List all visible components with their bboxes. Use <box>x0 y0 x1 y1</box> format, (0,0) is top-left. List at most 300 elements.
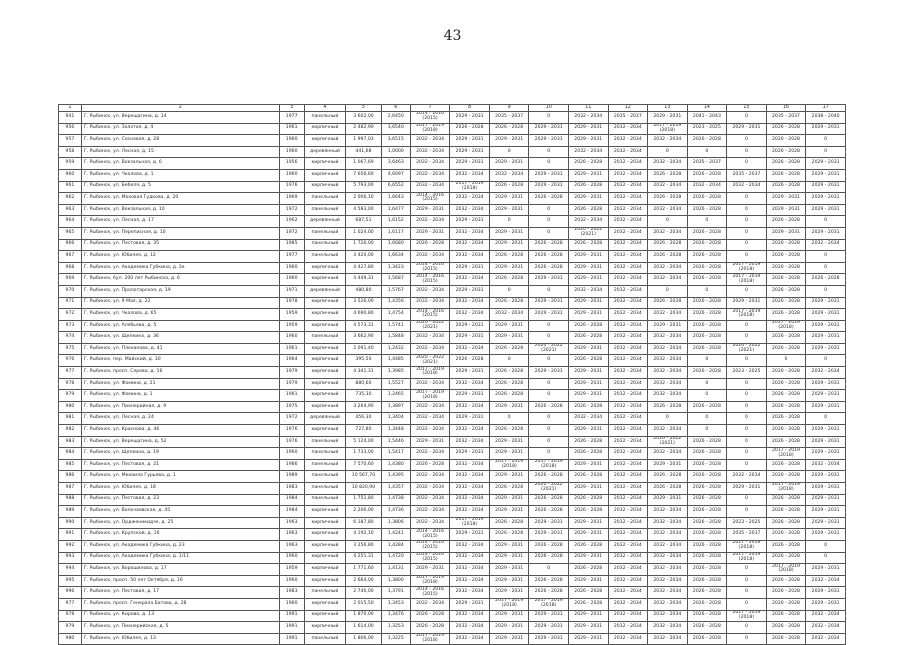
table-cell: 2032 - 2034 <box>568 413 608 425</box>
table-cell: 2026 - 2028 <box>529 494 569 506</box>
table-cell: 0 <box>727 355 767 367</box>
address-cell: Г. Рыбинск, ул. Пестовая, д. 17 <box>81 587 279 599</box>
table-cell: 0 <box>648 285 688 297</box>
table-cell: 2 015,50 <box>346 598 381 610</box>
table-cell: 2029 - 2031 <box>806 564 846 576</box>
table-cell: 0 <box>529 285 569 297</box>
table-cell: деревянный <box>304 413 346 425</box>
table-cell: 2026 - 2028 <box>568 204 608 216</box>
table-cell: 2026 - 2028 <box>489 367 529 379</box>
table-cell: 0 <box>727 332 767 344</box>
table-cell: 2032 - 2034 <box>806 610 846 622</box>
table-cell: 0 <box>489 216 529 228</box>
table-cell: 1 733,00 <box>346 448 381 460</box>
table-cell: 2026 - 2028 <box>766 598 806 610</box>
table-cell: 2026 - 2028 <box>687 262 727 274</box>
table-cell: 2 664,00 <box>346 575 381 587</box>
table-cell: 2032 - 2034 <box>450 610 490 622</box>
table-cell: 2029 - 2031 <box>529 529 569 541</box>
table-cell: панельный <box>304 239 346 251</box>
table-cell: 2029 - 2031 <box>806 297 846 309</box>
table-cell: 2029 - 2031 <box>529 622 569 634</box>
table-cell: 2032 - 2034 <box>410 425 450 437</box>
table-row <box>59 471 846 483</box>
table-cell: 1 997,03 <box>346 135 381 147</box>
table-cell: 2026 - 2028 <box>529 540 569 552</box>
table-cell: 2032 - 2034 <box>648 598 688 610</box>
table-cell: 3 264,90 <box>346 401 381 413</box>
table-cell: 2026 - 2028 <box>766 494 806 506</box>
table-cell: панельный <box>304 227 346 239</box>
table-cell: 2026 - 2028 <box>687 309 727 321</box>
table-cell: 0 <box>727 436 767 448</box>
table-cell: 0 <box>806 262 846 274</box>
table-cell: 2032 - 2034 <box>489 169 529 181</box>
table-cell: 2032 - 2034 <box>648 355 688 367</box>
table-cell: 2029 - 2031 <box>450 598 490 610</box>
table-row <box>59 483 846 495</box>
table-cell: 2026 - 2028 <box>489 181 529 193</box>
address-cell: Г. Рыбинск, бул. 200 лет Рыбинска, д. 6 <box>81 274 279 286</box>
table-cell: 2026 - 2028 <box>489 274 529 286</box>
table-cell: 2032 - 2034 <box>608 436 648 448</box>
table-cell: 2026 - 2028 <box>766 262 806 274</box>
table-cell: 0 <box>529 204 569 216</box>
table-cell: 2032 - 2034 <box>648 622 688 634</box>
table-cell: 2032 - 2034 <box>450 633 490 645</box>
table-cell: 2029 - 2031 <box>568 251 608 263</box>
row-number-cell: 978 <box>59 378 82 390</box>
table-cell: 2032 - 2034 <box>648 378 688 390</box>
table-cell: 2026 - 2028 <box>766 332 806 344</box>
table-cell: деревянный <box>304 146 346 158</box>
address-cell: Г. Рыбинск, ул. Кирова, д. 13 <box>81 610 279 622</box>
table-cell: 1,4738 <box>381 494 410 506</box>
table-cell: кирпичный <box>304 181 346 193</box>
address-cell: Г. Рыбинск, ул. Академика Губкина, д. 3а <box>81 262 279 274</box>
address-cell: Г. Рыбинск, ул. Академика Губкина, д. 23 <box>81 540 279 552</box>
table-cell: 2032 - 2034 <box>450 575 490 587</box>
table-cell: 2032 - 2034 <box>608 181 648 193</box>
table-cell: 1 024,00 <box>346 227 381 239</box>
table-cell: 2032 - 2034 <box>608 216 648 228</box>
table-cell: 2026 - 2028 <box>766 459 806 471</box>
table-cell: 727,80 <box>346 425 381 437</box>
address-cell: Г. Рыбинск, ул. Щепкина, д. 36 <box>81 332 279 344</box>
table-cell: 0 <box>529 564 569 576</box>
column-number: 1 <box>59 105 82 112</box>
table-cell: 2029 - 2031 <box>529 610 569 622</box>
table-cell: 1,3404 <box>381 413 410 425</box>
table-cell: 2032 - 2034 <box>687 181 727 193</box>
address-cell: Г. Рыбинск, просп. Серова, д. 16 <box>81 367 279 379</box>
table-cell: 2032 - 2034 <box>410 332 450 344</box>
table-cell: 1976 <box>279 436 304 448</box>
table-cell: 2029 - 2031 <box>489 610 529 622</box>
column-number: 11 <box>568 105 608 112</box>
table-cell: 0 <box>687 413 727 425</box>
table-row <box>59 274 846 286</box>
table-cell: кирпичный <box>304 552 346 564</box>
table-cell: 2017 - 2019 (2018) <box>727 262 767 274</box>
table-cell: 2032 - 2034 <box>648 540 688 552</box>
column-number: 7 <box>410 105 450 112</box>
table-cell: 2029 - 2031 <box>568 425 608 437</box>
table-cell: 2017 - 2019 (2018) <box>727 610 767 622</box>
table-cell: 2029 - 2031 <box>568 459 608 471</box>
table-cell: кирпичный <box>304 540 346 552</box>
address-cell: Г. Рыбинск, ул. Краснова, д. 46 <box>81 425 279 437</box>
table-cell: 2035 - 2037 <box>727 529 767 541</box>
table-cell: 0 <box>489 285 529 297</box>
table-cell: 2026 - 2028 <box>687 297 727 309</box>
table-cell: 2026 - 2028 <box>529 401 569 413</box>
table-cell: 2029 - 2031 <box>568 633 608 645</box>
table-cell: 2032 - 2034 <box>608 193 648 205</box>
table-cell: 1960 <box>279 552 304 564</box>
table-cell: 1,3791 <box>381 587 410 599</box>
table-cell: 2026 - 2028 <box>687 575 727 587</box>
table-row <box>59 158 846 170</box>
table-cell: 1,4720 <box>381 552 410 564</box>
table-cell: 0 <box>489 355 529 367</box>
table-cell: 2026 - 2028 <box>766 390 806 402</box>
table-row <box>59 390 846 402</box>
table-cell: 2017 - 2019 (2018) <box>766 564 806 576</box>
table-cell: 2026 - 2028 <box>687 459 727 471</box>
table-cell: 480,80 <box>346 285 381 297</box>
table-row <box>59 564 846 576</box>
table-cell: 2026 - 2028 <box>529 575 569 587</box>
address-cell: Г. Рыбинск, ул. Орджоникидзе, д. 25 <box>81 517 279 529</box>
table-cell: 2032 - 2034 <box>648 448 688 460</box>
table-row <box>59 227 846 239</box>
table-cell: 2026 - 2028 <box>766 552 806 564</box>
table-cell: 2026 - 2028 <box>687 564 727 576</box>
table-cell: 2029 - 2031 <box>529 633 569 645</box>
table-cell: 2029 - 2031 <box>410 564 450 576</box>
table-cell: 2032 - 2034 <box>450 227 490 239</box>
table-cell: 441,68 <box>346 146 381 158</box>
table-cell: 2029 - 2031 <box>806 390 846 402</box>
table-cell: 1,6152 <box>381 216 410 228</box>
table-cell: 2032 - 2034 <box>450 297 490 309</box>
table-row <box>59 425 846 437</box>
table-row <box>59 193 846 205</box>
table-cell: панельный <box>304 448 346 460</box>
table-cell: 0 <box>727 401 767 413</box>
column-number: 14 <box>687 105 727 112</box>
table-cell: 2014 - 2016 (2015) <box>410 262 450 274</box>
table-cell: 2029 - 2031 <box>806 378 846 390</box>
table-row <box>59 436 846 448</box>
table-cell: 3 526,00 <box>346 297 381 309</box>
table-cell: 2029 - 2031 <box>806 309 846 321</box>
table-cell: 3 256,80 <box>346 540 381 552</box>
address-cell: Г. Рыбинск, ул. Моховая Гудкова, д. 20 <box>81 193 279 205</box>
table-cell: 1961 <box>279 123 304 135</box>
table-cell: 1,4284 <box>381 540 410 552</box>
row-number-cell: 966 <box>59 239 82 251</box>
table-cell: 2032 - 2034 <box>648 529 688 541</box>
table-cell: 0 <box>806 251 846 263</box>
table-cell: панельный <box>304 483 346 495</box>
table-cell: 687,51 <box>346 216 381 228</box>
row-number-cell: 995 <box>59 575 82 587</box>
table-cell: 0 <box>648 146 688 158</box>
table-cell: 2029 - 2031 <box>489 262 529 274</box>
table-cell: 2017 - 2019 (2018) <box>410 367 450 379</box>
table-cell: 1956 <box>279 158 304 170</box>
table-cell: 2023 - 2025 <box>727 517 767 529</box>
table-cell: 2032 - 2034 <box>608 622 648 634</box>
address-cell: Г. Рыбинск, ул. Вокзальная, д. 6 <box>81 158 279 170</box>
table-cell: 1 870,00 <box>346 610 381 622</box>
row-number-cell: 979 <box>59 390 82 402</box>
table-cell: 2032 - 2034 <box>410 494 450 506</box>
table-cell: 2017 - 2019 (2018) <box>766 483 806 495</box>
table-cell: панельный <box>304 494 346 506</box>
row-number-cell: 973 <box>59 320 82 332</box>
row-number-cell: 969 <box>59 274 82 286</box>
row-number-cell: 991 <box>59 529 82 541</box>
table-cell: 2026 - 2028 <box>568 471 608 483</box>
table-cell: 2029 - 2031 <box>727 123 767 135</box>
table-cell: 2026 - 2028 <box>766 436 806 448</box>
table-cell: 2035 - 2037 <box>766 112 806 124</box>
table-cell: 0 <box>727 390 767 402</box>
table-cell: 2026 - 2028 <box>687 483 727 495</box>
table-cell: 2029 - 2031 <box>806 587 846 599</box>
table-cell: 2029 - 2031 <box>489 494 529 506</box>
table-cell: 2026 - 2028 <box>687 598 727 610</box>
table-cell: кирпичный <box>304 401 346 413</box>
table-cell: 0 <box>529 448 569 460</box>
table-cell: 1972 <box>279 413 304 425</box>
table-cell: 2029 - 2031 <box>806 506 846 518</box>
table-cell: 2029 - 2031 <box>806 181 846 193</box>
table-cell: 735,30 <box>346 390 381 402</box>
table-cell: 2032 - 2034 <box>410 181 450 193</box>
table-cell: 0 <box>529 413 569 425</box>
row-number-cell: 996 <box>59 587 82 599</box>
table-cell: 2026 - 2028 <box>489 425 529 437</box>
table-row <box>59 309 846 321</box>
table-cell: 2026 - 2028 <box>648 169 688 181</box>
table-cell: 2020 - 2022 (2021) <box>529 483 569 495</box>
table-cell: 2026 - 2028 <box>529 506 569 518</box>
table-cell: панельный <box>304 459 346 471</box>
table-cell: 2032 - 2034 <box>608 158 648 170</box>
table-cell: 1972 <box>279 204 304 216</box>
table-cell: 2029 - 2031 <box>529 517 569 529</box>
row-number-cell: 984 <box>59 448 82 460</box>
table-cell: 2026 - 2028 <box>687 552 727 564</box>
address-cell: Г. Рыбинск, ул. Плеханова, д. 41 <box>81 343 279 355</box>
table-cell: 2026 - 2028 <box>687 343 727 355</box>
table-cell: 0 <box>727 459 767 471</box>
table-cell: 2014 - 2016 (2015) <box>410 309 450 321</box>
table-cell: 2032 - 2034 <box>489 309 529 321</box>
table-cell: 1,4241 <box>381 529 410 541</box>
address-cell: Г. Рыбинск, ул. Пестовая, д. 23 <box>81 494 279 506</box>
table-cell: кирпичный <box>304 309 346 321</box>
table-cell: 0 <box>529 332 569 344</box>
table-cell: 2032 - 2034 <box>410 413 450 425</box>
column-number: 8 <box>450 105 490 112</box>
table-cell: 2026 - 2028 <box>568 540 608 552</box>
table-cell: 1963 <box>279 529 304 541</box>
table-cell: 2032 - 2034 <box>608 540 648 552</box>
table-cell: 2029 - 2031 <box>450 332 490 344</box>
table-cell: кирпичный <box>304 575 346 587</box>
table-cell: 1,3800 <box>381 575 410 587</box>
column-number: 9 <box>489 105 529 112</box>
table-cell: 2026 - 2028 <box>766 135 806 147</box>
row-number-cell: 964 <box>59 216 82 228</box>
table-cell: 2026 - 2028 <box>568 494 608 506</box>
address-cell: Г. Рыбинск, ул. Переписная, д. 10 <box>81 227 279 239</box>
table-cell: 2026 - 2028 <box>410 239 450 251</box>
table-cell: 1963 <box>279 517 304 529</box>
table-cell: 2035 - 2037 <box>489 112 529 124</box>
table-cell: 2032 - 2034 <box>410 598 450 610</box>
address-cell: Г. Рыбинск, ул. Михаила Гурьева, д. 1 <box>81 471 279 483</box>
table-cell: 2029 - 2031 <box>489 587 529 599</box>
address-cell: Г. Рыбинск, ул. Лесная, д. 17 <box>81 216 279 228</box>
table-cell: 2029 - 2031 <box>529 309 569 321</box>
table-cell: 0 <box>529 378 569 390</box>
row-number-cell: 989 <box>59 506 82 518</box>
table-cell: 0 <box>727 575 767 587</box>
table-cell: 1979 <box>279 367 304 379</box>
table-cell: кирпичный <box>304 610 346 622</box>
table-cell: 2029 - 2031 <box>450 390 490 402</box>
table-cell: 2029 - 2031 <box>450 320 490 332</box>
table-cell: 2038 - 2040 <box>806 112 846 124</box>
table-cell: 0 <box>727 227 767 239</box>
table-cell: 2026 - 2028 <box>648 297 688 309</box>
row-number-cell: 968 <box>59 262 82 274</box>
table-cell: 2017 - 2019 (2018) <box>727 309 767 321</box>
table-cell: 1,3225 <box>381 633 410 645</box>
table-cell: 4 251,31 <box>346 552 381 564</box>
table-cell: 2029 - 2031 <box>450 112 490 124</box>
address-cell: Г. Рыбинск, ул. Вокзальная, д. 10 <box>81 204 279 216</box>
table-cell: 2032 - 2034 <box>806 239 846 251</box>
table-cell: 2032 - 2034 <box>450 204 490 216</box>
table-cell: 2032 - 2034 <box>608 367 648 379</box>
table-cell: 1,0000 <box>381 146 410 158</box>
table-cell: 0 <box>806 552 846 564</box>
table-cell: 1960 <box>279 135 304 147</box>
address-cell: Г. Рыбинск, ул. Сосновая, д. 28 <box>81 135 279 147</box>
table-cell: 2032 - 2034 <box>608 401 648 413</box>
table-cell: 2026 - 2028 <box>766 146 806 158</box>
table-cell: 0 <box>687 355 727 367</box>
address-cell: Г. Рыбинск, ул. Фомина, д. 1 <box>81 390 279 402</box>
table-cell: 2017 - 2019 (2018) <box>727 552 767 564</box>
table-cell: кирпичный <box>304 297 346 309</box>
column-number: 10 <box>529 105 569 112</box>
table-cell: кирпичный <box>304 367 346 379</box>
table-cell: 2032 - 2034 <box>608 227 648 239</box>
address-cell: Г. Рыбинск, ул. Алябьева, д. 5 <box>81 320 279 332</box>
table-cell: 1,4754 <box>381 309 410 321</box>
table-row <box>59 552 846 564</box>
row-number-cell: 981 <box>59 413 82 425</box>
table-cell: 2032 - 2034 <box>608 332 648 344</box>
table-cell: панельный <box>304 633 346 645</box>
address-cell: Г. Рыбинск, ул. Академика Губкина, д. 1/11 <box>81 552 279 564</box>
table-cell: кирпичный <box>304 343 346 355</box>
table-cell: 2029 - 2031 <box>806 517 846 529</box>
table-cell: 2026 - 2028 <box>489 251 529 263</box>
table-cell: 0 <box>727 598 767 610</box>
table-cell: 2029 - 2031 <box>489 204 529 216</box>
address-cell: Г. Рыбинск, ул. Щепкина, д. 19 <box>81 448 279 460</box>
table-cell: 456,30 <box>346 413 381 425</box>
table-cell: 1978 <box>279 297 304 309</box>
table-cell: панельный <box>304 587 346 599</box>
table-cell: 2029 - 2031 <box>568 193 608 205</box>
table-cell: 2032 - 2034 <box>648 506 688 518</box>
row-number-cell: 971 <box>59 297 82 309</box>
address-cell: Г. Рыбинск, ул. Лесная, д. 15 <box>81 146 279 158</box>
table-cell: 1,3897 <box>381 401 410 413</box>
table-cell: 2032 - 2034 <box>608 309 648 321</box>
table-cell: 2026 - 2028 <box>489 297 529 309</box>
row-number-cell: 986 <box>59 471 82 483</box>
table-cell: 2026 - 2028 <box>766 251 806 263</box>
column-number: 2 <box>81 105 279 112</box>
table-cell: 2026 - 2028 <box>489 517 529 529</box>
table-cell: 2032 - 2034 <box>568 112 608 124</box>
row-number-cell: 956 <box>59 123 82 135</box>
table-cell: 2026 - 2028 <box>687 135 727 147</box>
table-cell: 2017 - 2019 (2018) <box>529 459 569 471</box>
table-cell: 2032 - 2034 <box>608 413 648 425</box>
table-cell: 1969 <box>279 193 304 205</box>
table-cell: 1,6477 <box>381 204 410 216</box>
table-cell: 2032 - 2034 <box>727 471 767 483</box>
table-cell: 1977 <box>279 251 304 263</box>
table-cell: панельный <box>304 251 346 263</box>
table-cell: 1,2465 <box>381 390 410 402</box>
table-cell: 2029 - 2031 <box>648 320 688 332</box>
table-cell: 0 <box>806 285 846 297</box>
address-cell: Г. Рыбинск, ул. Пионерийная, д. 9 <box>81 401 279 413</box>
table-cell: 2026 - 2028 <box>410 622 450 634</box>
table-cell: кирпичный <box>304 598 346 610</box>
table-cell: 2032 - 2034 <box>648 517 688 529</box>
table-cell: 2029 - 2031 <box>489 135 529 147</box>
table-cell: 2032 - 2034 <box>410 448 450 460</box>
table-cell: 0 <box>529 436 569 448</box>
table-cell: 2029 - 2031 <box>806 123 846 135</box>
row-number-cell: 979 <box>59 622 82 634</box>
table-cell: 2026 - 2028 <box>687 332 727 344</box>
row-number-cell: 992 <box>59 540 82 552</box>
table-cell: 2029 - 2031 <box>529 169 569 181</box>
table-cell: 2032 - 2034 <box>410 517 450 529</box>
table-row <box>59 169 846 181</box>
table-cell: 0 <box>489 146 529 158</box>
table-cell: 1960 <box>279 262 304 274</box>
table-cell: 2026 - 2028 <box>766 367 806 379</box>
table-cell: 2032 - 2034 <box>608 459 648 471</box>
table-cell: 0 <box>727 193 767 205</box>
